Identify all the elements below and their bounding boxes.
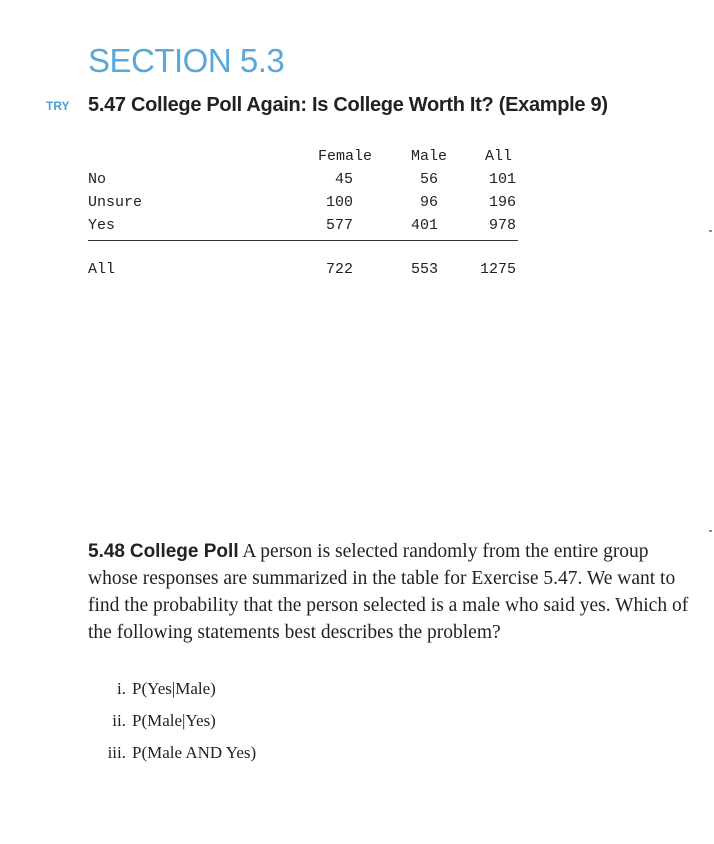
option-text: P(Yes|Male) (132, 679, 216, 698)
cell-male: 401 (410, 217, 438, 234)
try-tag: TRY (46, 99, 70, 113)
cell-female: 722 (325, 261, 353, 278)
exercise-547-title: College Poll Again: Is College Worth It? (Example 9) (131, 94, 608, 116)
table-header-row (88, 148, 518, 171)
row-label: No (88, 171, 107, 188)
table-total-row (88, 261, 518, 284)
poll-table (88, 148, 518, 284)
exercise-548-number: 5.48 (88, 541, 125, 562)
cell-male: 96 (419, 194, 438, 211)
exercise-548 (88, 538, 693, 646)
table-row (88, 194, 518, 217)
option-text: P(Male|Yes) (132, 711, 216, 730)
option-text: P(Male AND Yes) (132, 743, 257, 762)
cell-male: 56 (419, 171, 438, 188)
cell-female: 45 (334, 171, 353, 188)
exercise-547-number: 5.47 (88, 94, 126, 116)
cell-all: 978 (488, 217, 516, 234)
header-female: Female (317, 148, 372, 165)
exercise-548-title: College Poll (129, 541, 239, 562)
option-numeral: ii. (112, 711, 126, 730)
row-label: All (88, 261, 116, 278)
header-all: All (484, 148, 512, 165)
margin-mark (709, 530, 712, 532)
cell-female: 577 (325, 217, 353, 234)
row-label: Yes (88, 217, 116, 234)
cell-all: 1275 (479, 261, 516, 278)
cell-all: 101 (488, 171, 516, 188)
margin-mark (709, 230, 712, 232)
option-numeral: i. (117, 679, 126, 698)
table-total-rule (88, 240, 518, 261)
table-row (88, 171, 518, 194)
section-title: SECTION 5.3 (88, 42, 285, 79)
exercise-547-heading (88, 94, 608, 117)
cell-female: 100 (325, 194, 353, 211)
row-label: Unsure (88, 194, 143, 211)
exercise-548-body: A person is selected randomly from the entire group whose responses are summarized in the table for Exercise 5.47. We want to find the probability that the person selected is a male who said yes. Which of the following statements best describes the problem? (88, 541, 689, 643)
table-row (88, 217, 518, 240)
cell-all: 196 (488, 194, 516, 211)
cell-male: 553 (410, 261, 438, 278)
option-numeral: iii. (107, 743, 126, 762)
header-male: Male (410, 148, 447, 165)
